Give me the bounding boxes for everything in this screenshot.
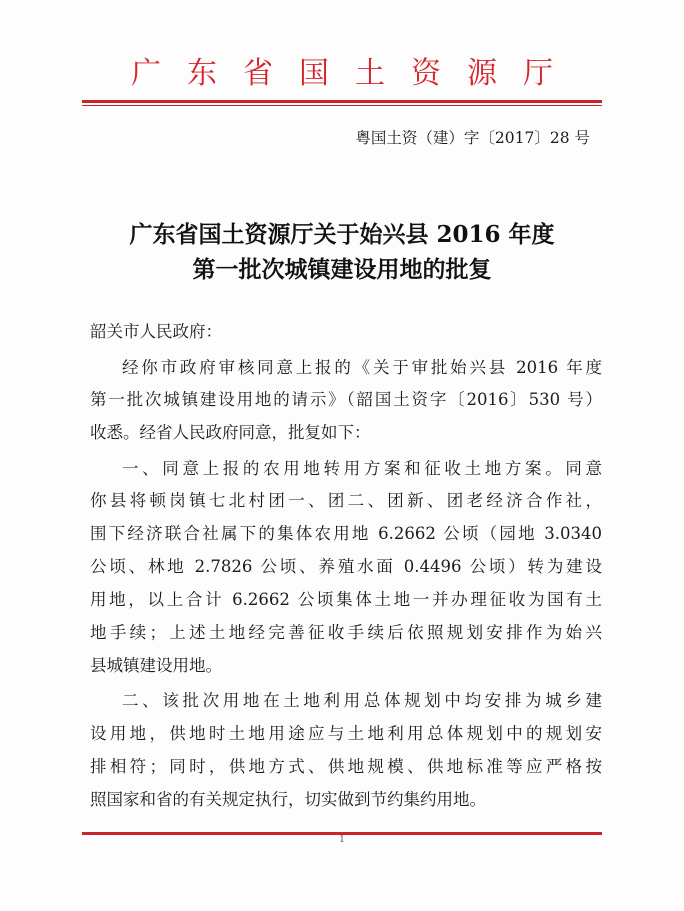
document-title-line-2: 第一批次城镇建设用地的批复 [192,256,492,283]
body-line: 收悉。经省人民政府同意，批复如下： [90,423,371,442]
header-red-rule-thick [82,100,602,103]
body-line: 第一批次城镇建设用地的请示》（韶国土资字〔2016〕530 号） [90,390,602,409]
body-line: 二、该批次用地在土地利用总体规划中均安排为城乡建 [122,691,602,710]
body-line: 你县将顿岗镇七北村团一、团二、团新、团老经济合作社， [90,491,602,510]
body-line: 公顷、林地 2.7826 公顷、养殖水面 0.4496 公顷）转为建设 [90,557,602,576]
body-line: 一、同意上报的农用地转用方案和征收土地方案。同意 [122,459,602,478]
body-line: 用地，以上合计 6.2662 公顷集体土地一并办理征收为国有土 [90,590,602,609]
document-number: 粤国土资（建）字〔2017〕28 号 [355,129,590,147]
body-line: 经你市政府审核同意上报的《关于审批始兴县 2016 年度 [122,358,602,377]
body-line: 排相符；同时，供地方式、供地规模、供地标准等应严格按 [90,757,602,776]
body-line: 地手续；上述土地经完善征收手续后依照规划安排作为始兴 [90,623,602,642]
body-line: 设用地，供地时土地用途应与土地利用总体规划中的规划安 [90,724,602,743]
body-line: 照国家和省的有关规定执行，切实做到节约集约用地。 [90,790,486,809]
issuing-authority-heading: 广东省国土资源厅 [131,56,579,91]
body-line: 县城镇建设用地。 [90,656,222,675]
document-title-line-1: 广东省国土资源厅关于始兴县 2016 年度 [129,221,555,248]
salutation: 韶关市人民政府： [90,322,222,341]
page-number: 1 [339,835,345,845]
header-red-rule-thin [82,105,602,106]
body-line: 围下经济联合社属下的集体农用地 6.2662 公顷（园地 3.0340 [90,524,602,543]
